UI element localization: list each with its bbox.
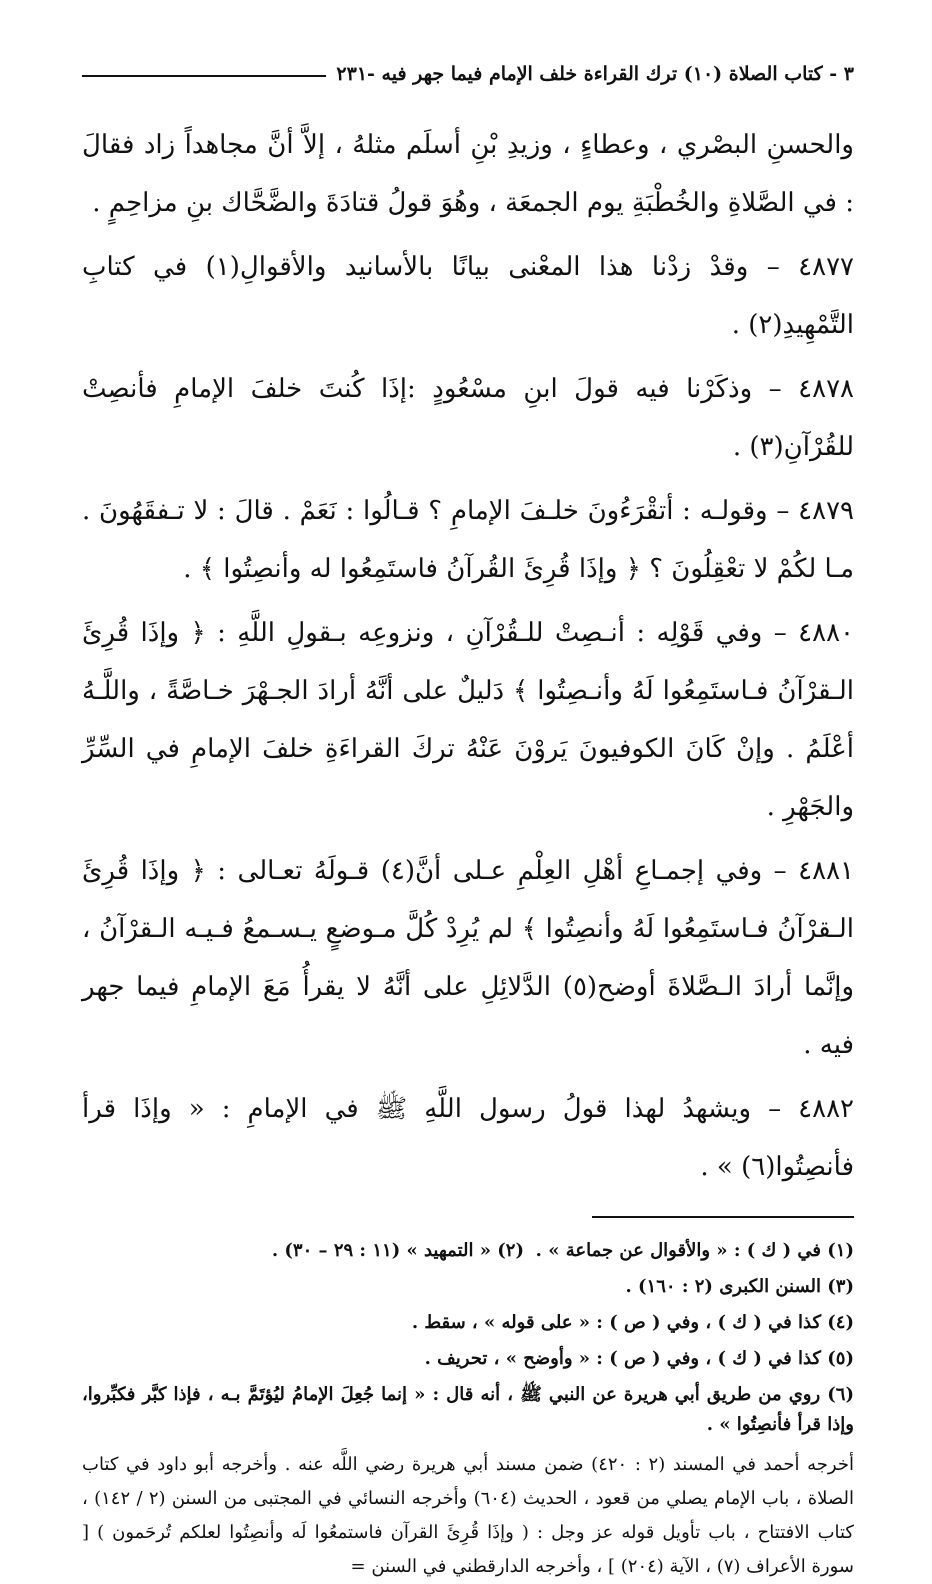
- main-text: [82, 116, 854, 1196]
- footnote-5: (٥) كذا في ( ك ) ، وفي ( ص ) : « وأوضح » ، تحريف .: [424, 1348, 854, 1369]
- footnote-3: (٣) السنن الكبرى (٢ : ١٦٠) .: [625, 1276, 854, 1297]
- paragraph-4880: ٤٨٨٠ – وفي قَوْلِه : أنـصِتْ للـقُرْآنِ ، ونزوعِه بـقولِ اللَّهِ : ﴿ وإذَا قُرِئَ الـقرْآنُ فـاستَمِعُوا لَهُ وأنـصِتُوا ﴾ دَليلٌ على أنَّهُ أرادَ الجـهْرَ خـاصَّةً ، واللَّـهُ أعْلَمُ . وإنْ كَانَ الكوفيونَ يَروْنَ عَنْهُ تركَ القراءَةِ خلفَ الإمامِ في السِّرِّ والجَهْرِ .: [82, 618, 854, 822]
- footnote-row: [82, 1236, 854, 1266]
- footnote-4: (٤) كذا في ( ك ) ، وفي ( ص ) : « على قوله » ، سقط .: [411, 1312, 854, 1333]
- paragraph-4877: ٤٨٧٧ – وقدْ زدْنا هذا المعْنى بيانًا بالأسانيد والأقوالِ(١) في كتابِ التَّمْهِيدِ(٢) .: [82, 252, 854, 340]
- footnote-6-takhrij: أخرجه أحمد في المسند (٢ : ٤٢٠) ضمن مسند أبي هريرة رضي اللَّه عنه . وأخرجه أبو داود في كتاب الصلاة ، باب الإمام يصلي من قعود ، الحديث (٦٠٤) وأخرجه النسائي في المجتبى من السنن (٢ / ١٤٢) ، كتاب الافتتاح ، باب تأويل قوله عز وجل : ( وإذَا قُرِئَ القرآن فاستمعُوا لَه وأنصِتُوا لعلكم تُرحَمون ) [ سورة الأعراف (٧) ، الآية (٢٠٤) ] ، وأخرجه الدارقطني في السنن =: [82, 1454, 854, 1577]
- paragraph-4878: ٤٨٧٨ – وذكَرْنا فيه قولَ ابنِ مسْعُودٍ :إذَا كُنتَ خلفَ الإمامِ فأنصِتْ للقُرْآنِ(٣) .: [82, 374, 854, 462]
- paragraph-4881: ٤٨٨١ – وفي إجمـاعِ أهْلِ العِلْمِ عـلى أنَّ(٤) قـولَهُ تعـالى : ﴿ وإذَا قُرِئَ الـقرْآنُ فـاستَمِعُوا لَهُ وأنصِتُوا ﴾ لم يُرِدْ كُلَّ مـوضعٍ يـسـمعُ فـيـه الـقرْآنُ ، وإنَّما أرادَ الـصَّلاةَ أوضح(٥) الدَّلائِلِ على أنَّهُ لا يقرأُ مَعَ الإمامِ فيما جهر فيه .: [82, 856, 855, 1060]
- footnotes: [82, 1236, 854, 1584]
- header-rule: [82, 75, 326, 77]
- running-header: [82, 58, 854, 90]
- footnote-1: (١) في ( ك ) : « والأقوال عن جماعة » .: [535, 1240, 854, 1261]
- footnote-6: (٦) روي من طريق أبي هريرة عن النبي ﷺ ، أنه قال : « إنما جُعِلَ الإمامُ ليُؤتَمَّ بـه ، فإذا كبَّر فكبِّروا، وإذا قرأ فأنصِتُوا » .: [82, 1384, 854, 1435]
- paragraph: والحسنِ البصْري ، وعطاءٍ ، وزيدِ بْنِ أسلَم مثلهُ ، إلاَّ أنَّ مجاهداً زاد فقالَ : في الصَّلاةِ والخُطْبَةِ يوم الجمعَة ، وهُوَ قولُ قتادَةَ والضَّحَّاك بنِ مزاحِمٍ .: [82, 130, 854, 218]
- footnote-2: (٢) « التمهيد » (١١ : ٢٩ – ٣٠) .: [271, 1240, 524, 1261]
- paragraph-4882: ٤٨٨٢ – ويشهدُ لهذا قولُ رسول اللَّهِ ﷺ في الإمامِ : « وإذَا قرأ فأنصِتُوا(٦) » .: [82, 1094, 854, 1182]
- paragraph-4879: ٤٨٧٩ – وقولـه : أتقْرَءُونَ خلـفَ الإمامِ ؟ قـالُوا : نَعَمْ . قالَ : لا تـفقَهُونَ . مـا لكُمْ لا تعْقِلُونَ ؟ ﴿ وإذَا قُرِئَ القُرآنُ فاستَمِعُوا له وأنصِتُوا ﴾ .: [82, 496, 854, 584]
- footnote-separator: [592, 1216, 854, 1218]
- header-title: ٣ - كتاب الصلاة (١٠) ترك القراءة خلف الإمام فيما جهر فيه -٢٣١: [336, 63, 854, 85]
